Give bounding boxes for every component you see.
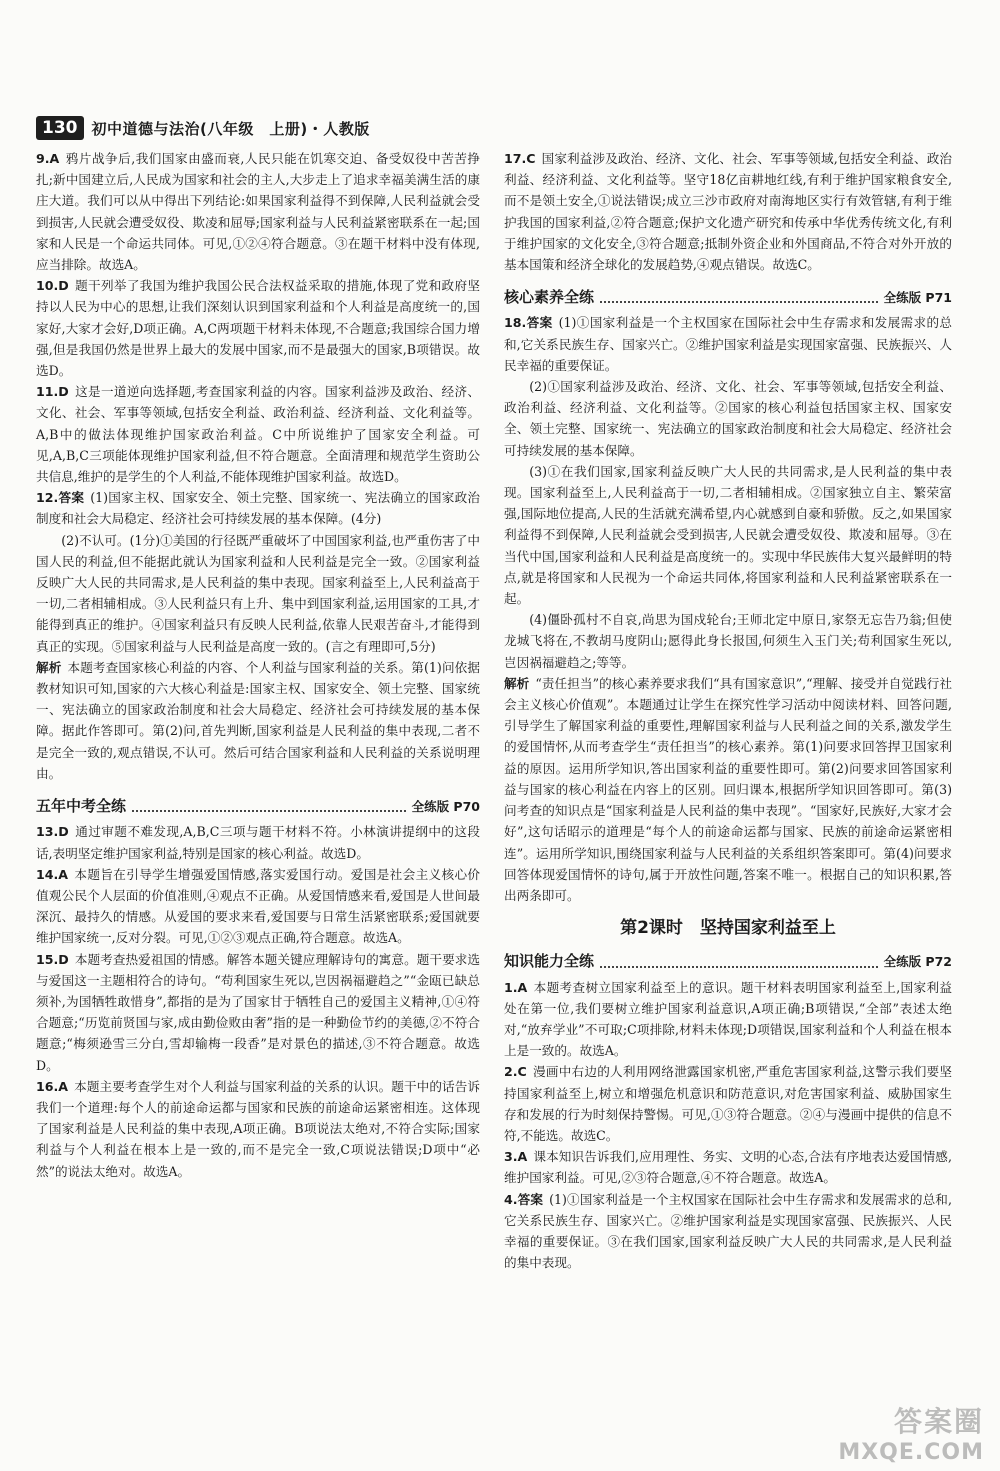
answer-text: 题干列举了我国为维护我国公民合法权益采取的措施,体现了党和政府坚持以人民为中心的思想,让我们深刻认识到国家利益和个人利益是高度统一的,国家好,大家才会好,D项正确。A,C两项题干材料未体现,不合题意;我国综合国力增强,但是我国仍然是世界上最大的发展中国家,而不是最强大的国家,B项错误。故选D。	[36, 278, 480, 379]
answer-number: 13.D	[36, 824, 69, 840]
answer-number: 12.答案	[36, 490, 85, 506]
section-title: 核心素养全练	[504, 288, 595, 307]
answer-text: 通过审题不难发现,A,B,C三项与题干材料不符。小林演讲提纲中的这段话,表明坚定维护国家利益,特别是国家的核心利益。故选D。	[36, 824, 480, 861]
answer-paragraph: (3)①在我们国家,国家利益反映广大人民的共同需求,是人民利益的集中表现。国家利益至上,人民利益高于一切,二者相辅相成。②国家独立自主、繁荣富强,国际地位提高,人民的生活就充满希望,内心就感到自豪和骄傲。反之,如果国家利益得不到保障,人民利益就会受到损害,人民就会遭受奴役、欺凌和屈辱。③在当代中国,国家利益和人民利益是高度统一的。实现中华民族伟大复兴最鲜明的特点,就是将国家和人民视为一个命运共同体,将国家利益和人民利益紧密联系在一起。	[504, 463, 952, 607]
answer-number: 17.C	[504, 151, 536, 166]
answer-item	[504, 148, 952, 275]
analysis-label: 解析	[36, 659, 62, 675]
answer-number: 4.答案	[504, 1191, 544, 1207]
answer-item	[36, 275, 480, 381]
dotted-leader	[132, 810, 406, 812]
answer-item	[504, 977, 952, 1062]
answer-text: 本题考查热爱祖国的情感。解答本题关键应理解诗句的寓意。题干要求选与爱国这一主题相符合的诗句。“苟利国家生死以,岂因祸福避趋之”“金瓯已缺总须补,为国牺牲敢惜身”,都指的是为了国家甘于牺牲自己的爱国主义精神,①④符合题意;“历览前贤国与家,成由勤俭败由奢”指的是一种勤俭节约的美德,②不符合题意;“梅须逊雪三分白,雪却输梅一段香”是对景色的描述,③不符合题意。故选D。	[36, 951, 480, 1073]
answer-number: 16.A	[36, 1078, 69, 1094]
watermark-text: 答案圈	[893, 1405, 984, 1438]
page-number: 130	[36, 116, 84, 140]
dotted-leader	[600, 301, 878, 303]
page-header	[36, 110, 370, 146]
answer-text: 国家利益涉及政治、经济、文化、社会、军事等领域,包括安全利益、政治利益、经济利益、文化利益等。坚守18亿亩耕地红线,有利于维护国家粮食安全,而不是领土安全,①说法错误;成立三沙市政府对南海地区实行有效管辖,有利于维护我国的国家利益,②符合题意;保护文化遗产研究和传承中华优秀传统文化,有利于维护国家的文化安全,③符合题意;抵制外资企业和外国商品,不符合对外开放的基本国策和经济全球化的发展趋势,④观点错误。故选C。	[504, 151, 952, 273]
answer-item	[36, 148, 480, 275]
section-page-ref: 全练版 P72	[883, 954, 952, 970]
answer-text: 鸦片战争后,我们国家由盛而衰,人民只能在饥寒交迫、备受奴役中苦苦挣扎;新中国建立后,人民成为国家和社会的主人,大步走上了追求幸福美满生活的康庄大道。我们可以从中得出下列结论:如果国家利益得不到保障,人民利益就会受到损害,人民就会遭受奴役、欺凌和屈辱;国家利益与人民利益紧密联系在一起;国家和人民是一个命运共同体。可见,①②④符合题意。③在题干材料中没有体现,应当排除。故选A。	[36, 151, 480, 273]
answer-text: 本题旨在引导学生增强爱国情感,落实爱国行动。爱国是社会主义核心价值观公民个人层面的价值准则,④观点不正确。从爱国情感来看,爱国是人世间最深沉、最持久的情感。从爱国的要求来看,爱国要与日常生活紧密联系;爱国就要维护国家统一,反对分裂。可见,①②③观点正确,符合题意。故选A。	[36, 866, 480, 946]
answer-item	[504, 1189, 952, 1274]
watermark-logo	[838, 1400, 984, 1465]
answer-number: 14.A	[36, 866, 69, 882]
dotted-leader	[600, 966, 878, 968]
answer-number: 1.A	[504, 979, 528, 995]
right-column	[504, 148, 952, 1273]
answer-text: (1)①国家利益是一个主权国家在国际社会中生存需求和发展需求的总和,它关系民族生存、国家兴亡。②维护国家利益是实现国家富强、民族振兴、人民幸福的重要保证。③在我们国家,国家利益反映广大人民的共同需求,是人民利益的集中表现。	[504, 1191, 952, 1271]
answer-number: 11.D	[36, 384, 69, 400]
answer-item	[36, 864, 480, 949]
answer-number: 18.答案	[504, 315, 553, 331]
answer-item	[36, 381, 480, 487]
section-title: 五年中考全练	[36, 797, 127, 816]
analysis	[36, 657, 480, 784]
analysis-text: “责任担当”的核心素养要求我们“具有国家意识”,“理解、接受并自觉践行社会主义核心价值观”。本题通过让学生在探究性学习活动中阅读材料、回答问题,引导学生了解国家利益的重要性,理解国家利益与人民利益之间的关系,激发学生的爱国情怀,从而考查学生“责任担当”的核心素养。第(1)问要求回答捍卫国家利益的原因。运用所学知识,答出国家利益的重要性即可。第(2)问要求回答国家利益与国家的核心利益在内容上的区别。回归课本,根据所学知识回答即可。第(3)问考查的知识点是“国家利益是人民利益的集中表现”。“国家好,民族好,大家才会好”,这句话昭示的道理是“每个人的前途命运都与国家、民族的前途命运紧密相连”。运用所学知识,围绕国家利益与人民利益的关系组织答案即可。第(4)问要求回答体现爱国情怀的诗句,属于开放性问题,答案不唯一。根据自己的知识积累,答出两条即可。	[504, 675, 953, 903]
answer-paragraph: (2)不认可。(1分)①美国的行径既严重破坏了中国国家利益,也严重伤害了中国人民的利益,但不能据此就认为国家利益和人民利益是完全一致。②国家利益反映广大人民的共同需求,是人民利益的集中表现。国家利益至上,人民利益高于一切,二者相辅相成。③人民利益只有上升、集中到国家利益,运用国家的工具,才能得到真正的维护。④国家利益只有反映人民利益,依靠人民艰苦奋斗,才能得到真正的实现。⑤国家利益与人民利益是高度一致的。(言之有理即可,5分)	[36, 532, 480, 654]
answer-item	[504, 1146, 952, 1188]
answer-number: 9.A	[36, 151, 60, 166]
answer-item	[36, 949, 480, 1076]
section-heading	[504, 951, 952, 972]
answer-text: 本题考查树立国家利益至上的意识。题干材料表明国家利益至上,国家利益处在第一位,我们要树立维护国家利益意识,A项正确;B项错误,“全部”表述太绝对,“放弃学业”不可取;C项排除,材料未体现;D项错误,国家利益和个人利益在根本上是一致的。故选A。	[504, 979, 952, 1059]
answer-text: 这是一道逆向选择题,考查国家利益的内容。国家利益涉及政治、经济、文化、社会、军事等领域,包括安全利益、政治利益、经济利益、文化利益等。A,B中的做法体现维护国家政治利益。C中所说维护了国家安全利益。可见,A,B,C三项能体现维护国家利益,但不符合题意。全面清理和规范学生资助公共信息,维护的是学生的个人利益,不能体现维护国家利益。故选D。	[36, 384, 480, 485]
answer-item	[504, 1061, 952, 1146]
answer-text: (1)①国家利益是一个主权国家在国际社会中生存需求和发展需求的总和,它关系民族生存、国家兴亡。②维护国家利益是实现国家富强、民族振兴、人民幸福的重要保证。	[504, 315, 953, 373]
section-heading	[36, 796, 480, 817]
analysis-text: 本题考查国家核心利益的内容、个人利益与国家利益的关系。第(1)问依据教材知识可知,国家的六大核心利益是:国家主权、国家安全、领土完整、国家统一、宪法确立的国家政治制度和社会大局稳定、经济社会可持续发展的基本保障。据此作答即可。第(2)问,首先判断,国家利益是人民利益的集中表现,二者不是完全一致的,观点错误,不认可。然后可结合国家利益和人民利益的关系说明理由。	[36, 659, 481, 781]
answer-number: 10.D	[36, 278, 69, 294]
analysis	[504, 673, 952, 906]
left-column	[36, 148, 480, 1182]
answer-text: 本题主要考查学生对个人利益与国家利益的关系的认识。题干中的话告诉我们一个道理:每个人的前途命运都与国家和民族的前途命运紧密相连。这体现了国家利益是人民利益的集中表现,A项正确。B项说法太绝对,不符合实际;国家利益与个人利益在根本上是一致的,而不是完全一致,C项说法错误;D项中“必然”的说法太绝对。故选A。	[36, 1078, 480, 1179]
analysis-label: 解析	[504, 675, 530, 691]
answer-number: 2.C	[504, 1064, 527, 1080]
answer-paragraph: (2)①国家利益涉及政治、经济、文化、社会、军事等领域,包括安全利益、政治利益、经济利益、文化利益等。②国家的核心利益包括国家主权、国家安全、领土完整、国家统一、宪法确立的国家政治制度和社会大局稳定、经济社会可持续发展的基本保障。	[504, 379, 952, 458]
answer-text: 课本知识告诉我们,应用理性、务实、文明的心态,合法有序地表达爱国情感,维护国家利益。可见,②③符合题意,④不符合题意。故选A。	[504, 1149, 952, 1186]
answer-item	[36, 487, 480, 529]
section-page-ref: 全练版 P71	[883, 290, 952, 306]
book-title: 初中道德与法治(八年级 上册)・人教版	[91, 119, 370, 138]
answer-number: 3.A	[504, 1149, 528, 1165]
watermark-url: MXQE.COM	[838, 1440, 984, 1465]
answer-text: (1)国家主权、国家安全、领土完整、国家统一、宪法确立的国家政治制度和社会大局稳定、经济社会可持续发展的基本保障。(4分)	[36, 490, 481, 527]
section-page-ref: 全练版 P70	[411, 799, 480, 815]
answer-item	[504, 312, 952, 376]
section-heading	[504, 287, 952, 308]
lesson-title: 第2课时 坚持国家利益至上	[620, 918, 836, 939]
answer-item	[36, 1076, 480, 1182]
section-title: 知识能力全练	[504, 952, 595, 971]
answer-text: 漫画中右边的人利用网络泄露国家机密,严重危害国家利益,这警示我们要坚持国家利益至上,树立和增强危机意识和防范意识,对危害国家利益、威胁国家生存和发展的行为时刻保持警惕。可见,①③符合题意。②④与漫画中提供的信息不符,不能选。故选C。	[504, 1064, 952, 1143]
answer-paragraph: (4)僵卧孤村不自哀,尚思为国戍轮台;王师北定中原日,家祭无忘告乃翁;但使龙城飞将在,不教胡马度阴山;愿得此身长报国,何须生入玉门关;苟利国家生死以,岂因祸福避趋之;等等。	[504, 612, 952, 670]
answer-number: 15.D	[36, 951, 69, 967]
answer-item	[36, 821, 480, 863]
